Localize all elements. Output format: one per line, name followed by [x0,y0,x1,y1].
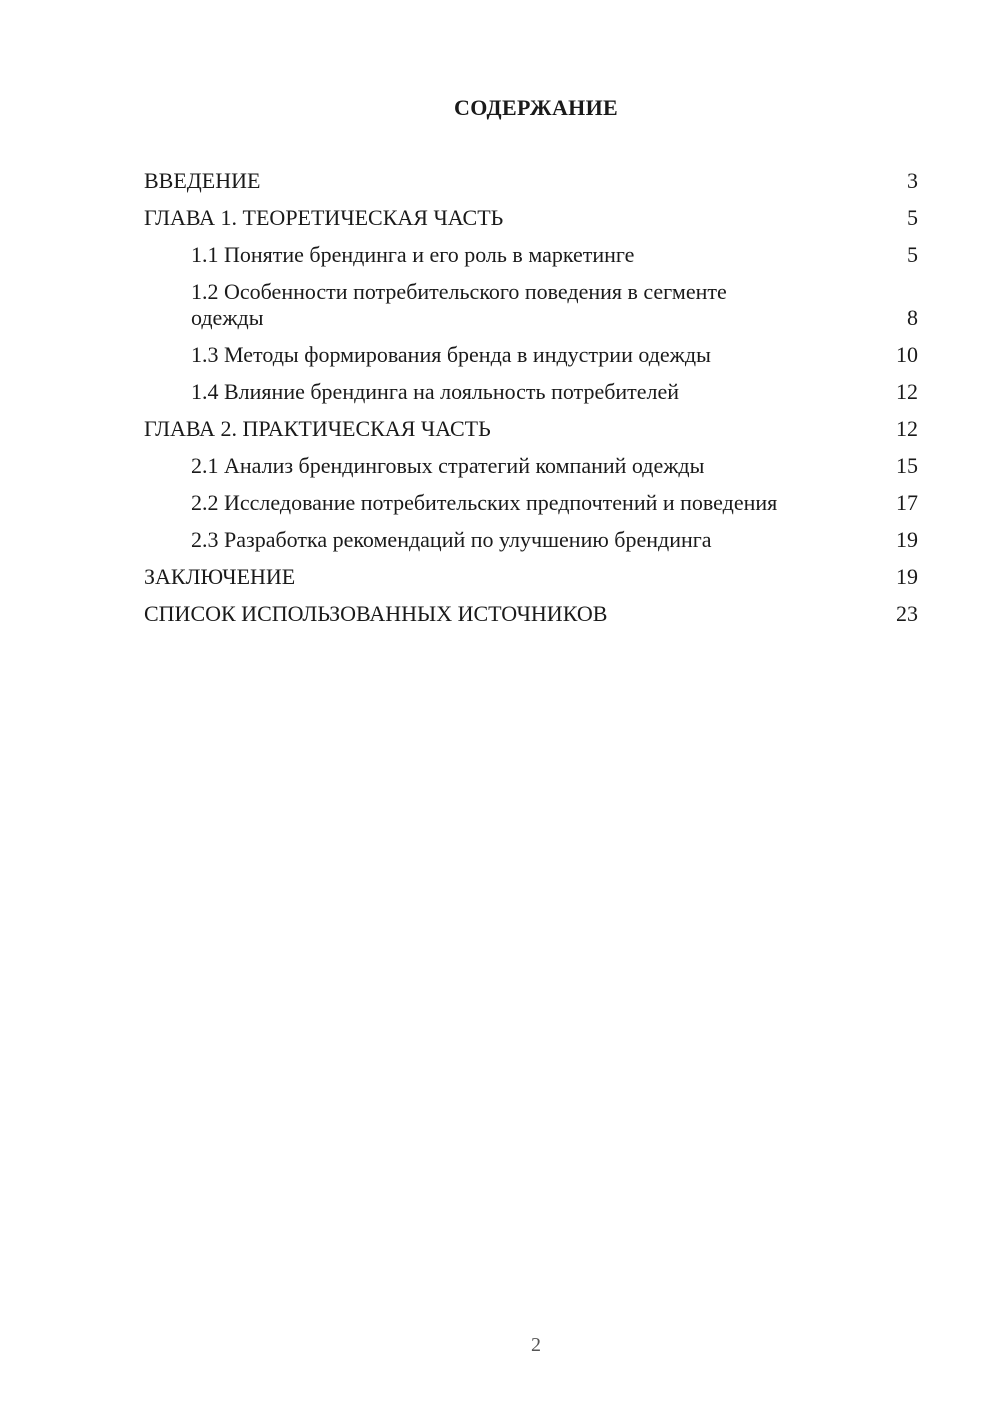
toc-entry-page: 8 [907,305,918,330]
toc-entry-page: 3 [907,168,918,193]
toc-entry-label: 2.1 Анализ брендинговых стратегий компаний одежды [191,453,705,478]
toc-entry-label: 1.2 Особенности потребительского поведения в сегменте одежды [191,279,727,330]
toc-entry-section-2-3 [144,527,918,553]
toc-entry-label: 1.4 Влияние брендинга на лояльность потребителей [191,379,680,404]
toc-title: СОДЕРЖАНИЕ [454,95,618,120]
toc-entry-label: ВВЕДЕНИЕ [144,168,261,193]
toc-entry-label: 2.3 Разработка рекомендаций по улучшению брендинга [191,527,712,552]
toc-entry-section-2-1 [144,453,918,479]
toc-entry-label: 2.2 Исследование потребительских предпочтений и поведения [191,490,778,515]
toc-entry-label: 1.1 Понятие брендинга и его роль в маркетинге [191,242,635,267]
toc-entry-section-1-3 [144,342,918,368]
toc-entry-section-2-2 [144,490,918,516]
toc-entry-section-1-1 [144,242,918,268]
toc-entry-page: 19 [896,527,918,552]
toc-entry-label: ГЛАВА 1. ТЕОРЕТИЧЕСКАЯ ЧАСТЬ [144,205,504,230]
toc-entry-section-1-2 [144,279,918,331]
toc-entry-page: 10 [896,342,918,367]
toc-entry-page: 23 [896,601,918,626]
toc-entry-chapter-1 [144,205,918,231]
toc-entry-conclusion [144,564,918,590]
toc-entry-page: 17 [896,490,918,515]
toc-entry-label: 1.3 Методы формирования бренда в индустрии одежды [191,342,711,367]
toc-entry-page: 12 [896,416,918,441]
toc-entry-label: ГЛАВА 2. ПРАКТИЧЕСКАЯ ЧАСТЬ [144,416,491,441]
page-number: 2 [531,1334,541,1356]
toc-entry-page: 15 [896,453,918,478]
toc-entry-label: СПИСОК ИСПОЛЬЗОВАННЫХ ИСТОЧНИКОВ [144,601,608,626]
toc-entry-page: 12 [896,379,918,404]
toc-entry-chapter-2 [144,416,918,442]
table-of-contents [144,168,918,638]
toc-entry-page: 5 [907,205,918,230]
toc-entry-label: ЗАКЛЮЧЕНИЕ [144,564,296,589]
toc-entry-section-1-4 [144,379,918,405]
toc-entry-references [144,601,918,627]
toc-entry-introduction [144,168,918,194]
toc-entry-page: 19 [896,564,918,589]
toc-entry-page: 5 [907,242,918,267]
